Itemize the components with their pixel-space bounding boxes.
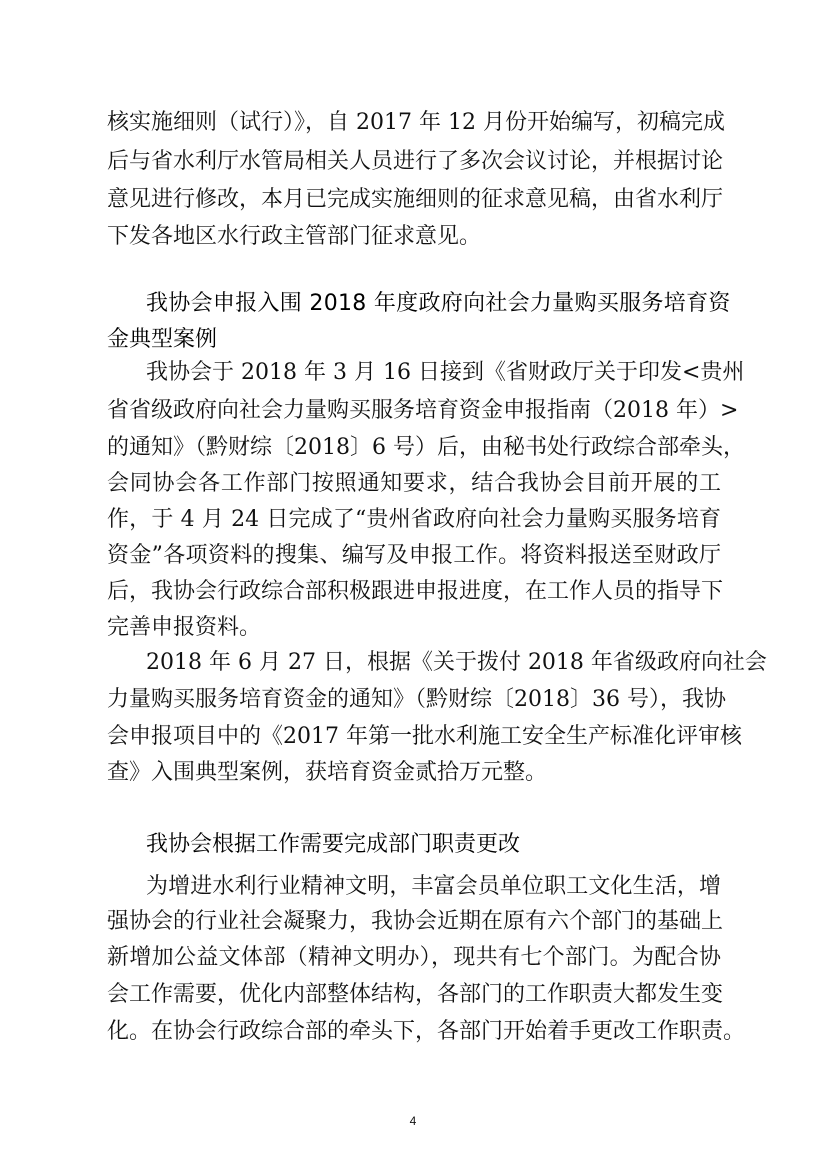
text-line: 意见进行修改，本月已完成实施细则的征求意见稿，由省水利厅 (107, 187, 724, 212)
heading-line: 金典型案例 (107, 327, 218, 352)
text-line: 后，我协会行政综合部积极跟进申报进度，在工作人员的指导下 (107, 579, 724, 604)
text-line: 完善申报资料。 (107, 615, 262, 640)
text-line: 省省级政府向社会力量购买服务培育资金申报指南（2018 年）> (107, 398, 739, 423)
text-line: 新增加公益文体部（精神文明办），现共有七个部门。为配合协 (107, 945, 721, 970)
section3-heading: 我协会根据工作需要完成部门职责更改 (146, 832, 521, 857)
text-line: 后与省水利厅水管局相关人员进行了多次会议讨论，并根据讨论 (107, 149, 724, 174)
text-line: 查》入围典型案例，获培育资金贰拾万元整。 (107, 760, 548, 785)
heading-line: 我协会申报入围 2018 年度政府向社会力量购买服务培育资 (146, 291, 731, 316)
text-line: 强协会的行业社会凝聚力，我协会近期在原有六个部门的基础上 (107, 909, 724, 934)
text-line: 会申报项目中的《2017 年第一批水利施工安全生产标准化评审核 (107, 724, 742, 749)
text-line: 的通知》（黔财综〔2018〕6 号）后，由秘书处行政综合部牵头， (107, 435, 745, 460)
text-line: 会同协会各工作部门按照通知要求，结合我协会目前开展的工 (107, 471, 721, 496)
text-line: 核实施细则（试行）》，自 2017 年 12 月份开始编写，初稿完成 (107, 110, 725, 135)
text-line: 2018 年 6 月 27 日，根据《关于拨付 2018 年省级政府向社会 (146, 650, 767, 675)
text-line: 下发各地区水行政主管部门征求意见。 (107, 224, 482, 249)
text-line: 作，于 4 月 24 日完成了“贵州省政府向社会力量购买服务培育 (107, 507, 721, 532)
text-line: 力量购买服务培育资金的通知》（黔财综〔2018〕36 号），我协 (107, 687, 726, 712)
text-line: 我协会于 2018 年 3 月 16 日接到《省财政厅关于印发<贵州 (146, 360, 745, 385)
text-line: 化。在协会行政综合部的牵头下，各部门开始着手更改工作职责。 (107, 1019, 746, 1044)
text-line: 会工作需要，优化内部整体结构，各部门的工作职责大都发生变 (107, 982, 724, 1007)
text-line: 资金”各项资料的搜集、编写及申报工作。将资料报送至财政厅 (107, 543, 721, 568)
page-number: 4 (409, 1114, 417, 1128)
text-line: 为增进水利行业精神文明，丰富会员单位职工文化生活，增 (146, 874, 721, 899)
